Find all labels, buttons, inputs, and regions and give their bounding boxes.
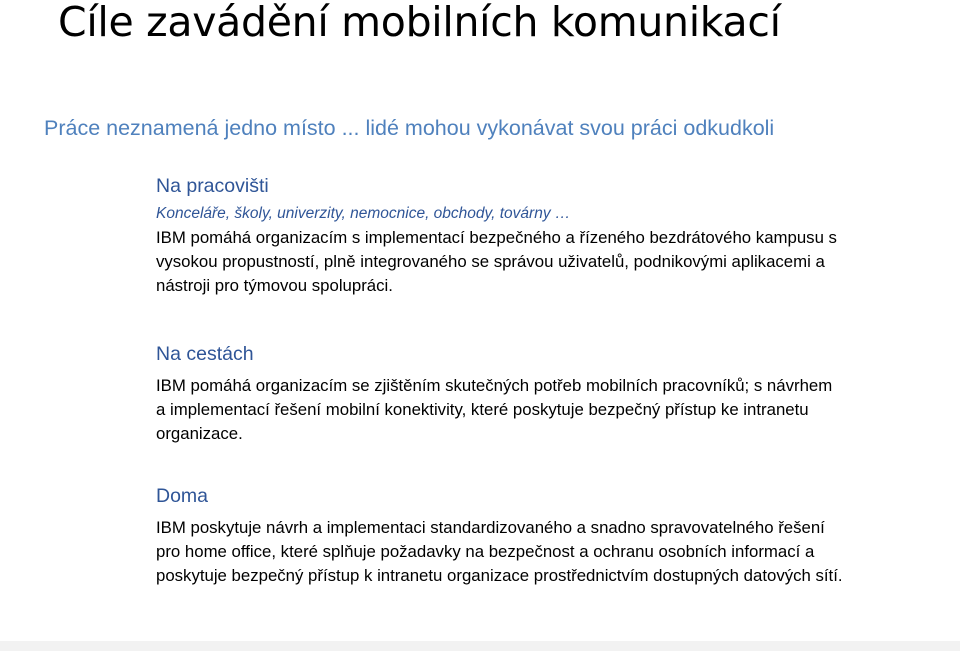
section-workplace [156, 174, 846, 298]
intro-statement: Práce neznamená jedno místo ... lidé mohou vykonávat svou práci odkudkoli [44, 116, 775, 140]
section-heading: Na pracovišti [156, 175, 269, 197]
footer-bar [0, 641, 960, 651]
section-heading: Doma [156, 485, 209, 507]
section-subheading: Konceláře, školy, univerzity, nemocnice, obchody, továrny … [156, 205, 571, 222]
section-body: IBM pomáhá organizacím s implementací bezpečného a řízeného bezdrátového kampusu s vysokou propustností, plně integrovaného se správou uživatelů, podnikovými aplikacemi a nástroji pro týmovou spolupráci. [156, 228, 837, 295]
section-travel [156, 342, 846, 446]
section-heading: Na cestách [156, 343, 254, 365]
section-body: IBM pomáhá organizacím se zjištěním skutečných potřeb mobilních pracovníků; s návrhem a implementací řešení mobilní konektivity, které poskytuje bezpečný přístup ke intranetu organizace. [156, 376, 833, 443]
slide-title: Cíle zavádění mobilních komunikací [58, 0, 781, 46]
section-body: IBM poskytuje návrh a implementaci standardizovaného a snadno spravovatelného řešení pro home office, které splňuje požadavky na bezpečnost a ochranu osobních informací a poskytuje bezpečný přístup k intranetu organizace prostřednictvím dostupných datových sítí. [156, 518, 843, 585]
section-home [156, 484, 846, 588]
